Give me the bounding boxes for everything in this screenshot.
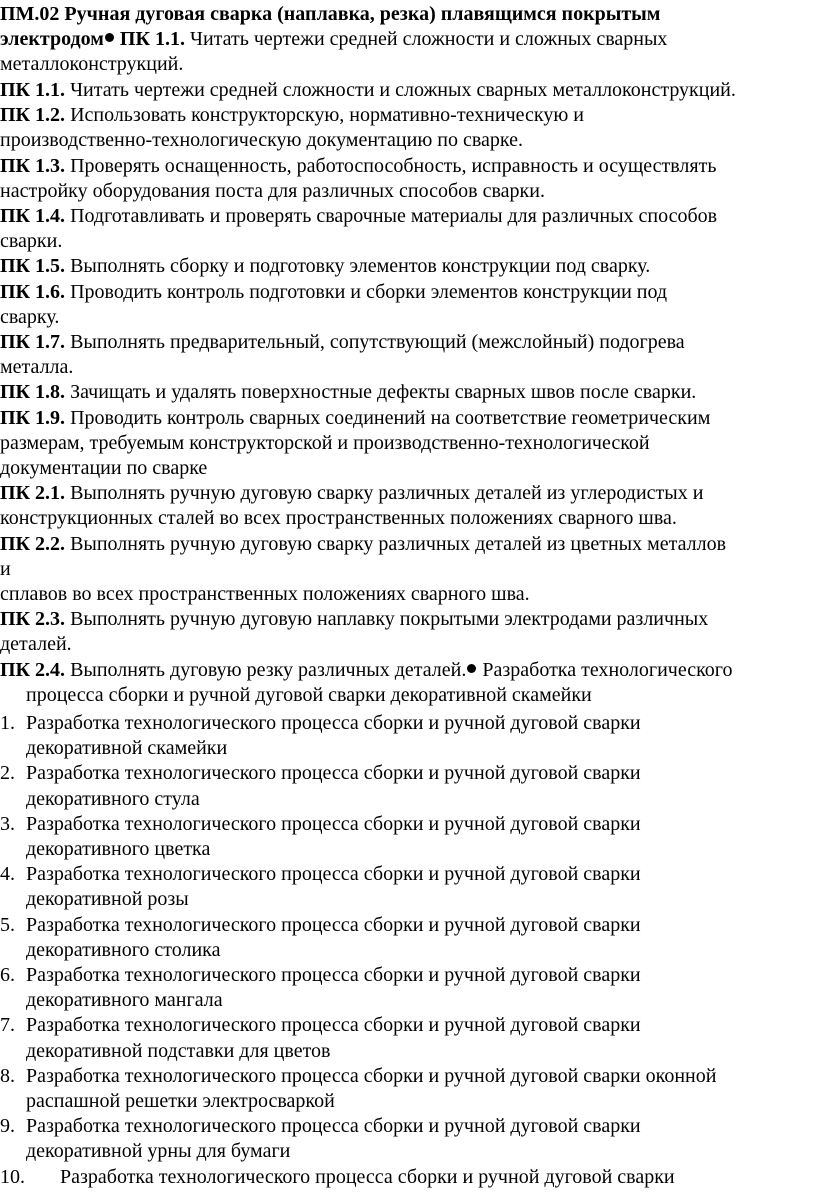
list-item-number: 4. <box>0 863 15 886</box>
competency-code: ПК 1.4. <box>0 205 66 228</box>
competency-text: производственно-технологическую документацию по сварке. <box>0 129 523 152</box>
competency-item <box>0 280 816 305</box>
competency-text: Читать чертежи средней сложности и сложных сварных металлоконструкций. <box>65 79 736 101</box>
list-item-text: Разработка технологического процесса сборки и ручной дуговой сварки <box>26 712 641 734</box>
competency-text: сплавов во всех пространственных положениях сварного шва. <box>0 583 530 606</box>
competency-text: металла. <box>0 356 74 379</box>
competency-text: документации по сварке <box>0 457 208 480</box>
competency-item <box>0 481 816 506</box>
list-item <box>0 862 816 912</box>
heading-line-2 <box>0 27 816 52</box>
list-item-number: 3. <box>0 812 15 835</box>
bullet-text: Разработка технологического <box>477 658 733 681</box>
list-item-text: Разработка технологического процесса сборки и ручной дуговой сварки <box>26 812 641 835</box>
competency-item <box>0 380 816 405</box>
project-topic-list <box>0 711 816 1190</box>
list-item-text-continuation: декоративной розы <box>26 888 189 911</box>
list-item-number: 9. <box>0 1115 15 1138</box>
competency-code: ПК 1.5. <box>0 255 66 278</box>
list-item-text-continuation: распашной решетки электросваркой <box>26 1090 335 1113</box>
competency-item-continuation <box>0 128 816 153</box>
competency-item-continuation <box>0 229 816 254</box>
list-item-text: Разработка технологического процесса сборки и ручной дуговой сварки оконной <box>26 1064 717 1087</box>
list-item-text-continuation: декоративной урны для бумаги <box>26 1140 291 1163</box>
competency-item-continuation <box>0 557 816 582</box>
competency-text: настройку оборудования поста для различных способов сварки. <box>0 179 545 202</box>
list-item-text-continuation: декоративного цветка <box>26 838 211 861</box>
competency-item <box>0 406 816 431</box>
list-item-text: Разработка технологического процесса сборки и ручной дуговой сварки <box>26 1014 641 1037</box>
competency-item <box>0 532 816 557</box>
list-item-text: Разработка технологического процесса сборки и ручной дуговой сварки <box>26 964 641 987</box>
competency-text: Выполнять сборку и подготовку элементов конструкции под сварку. <box>65 255 651 278</box>
heading-line-3: металлоконструкций. <box>0 53 184 76</box>
bullet-icon <box>105 33 114 42</box>
list-item <box>0 1165 816 1190</box>
competency-text: Зачищать и удалять поверхностные дефекты сварных швов после сварки. <box>65 381 697 404</box>
list-item-text: Разработка технологического процесса сборки и ручной дуговой сварки <box>26 1115 641 1138</box>
competency-text: Подготавливать и проверять сварочные материалы для различных способов <box>65 205 718 228</box>
competency-text: Выполнять ручную дуговую сварку различных деталей из углеродистых и <box>65 482 704 505</box>
competency-code: ПК 2.3. <box>0 608 66 631</box>
competency-text: Выполнять дуговую резку различных деталей. <box>65 658 467 681</box>
competency-item <box>0 254 816 279</box>
heading-line-1: ПМ.02 Ручная дуговая сварка (наплавка, резка) плавящимся покрытым <box>0 3 661 25</box>
list-item-number: 6. <box>0 964 15 987</box>
competency-text: Использовать конструкторскую, нормативно-техническую и <box>65 104 584 127</box>
heading-pk-text: Читать чертежи средней сложности и сложных сварных <box>184 28 668 51</box>
list-item <box>0 711 816 761</box>
competency-item-continuation <box>0 582 816 607</box>
list-item-text: Разработка технологического процесса сборки и ручной дуговой сварки <box>26 913 641 936</box>
list-item-number: 7. <box>0 1014 15 1037</box>
competency-text: Выполнять предварительный, сопутствующий (межслойный) подогрева <box>65 331 685 354</box>
competency-code: ПК 2.4. <box>0 658 66 681</box>
list-item-number: 8. <box>0 1064 15 1087</box>
competency-item <box>0 658 816 683</box>
competency-item-continuation <box>0 632 816 657</box>
heading-electrode-word: электродом <box>0 28 104 51</box>
competency-item-continuation <box>0 179 816 204</box>
competency-item-continuation <box>0 431 816 456</box>
competency-text: сварки. <box>0 230 63 253</box>
competency-text: и <box>0 557 11 580</box>
heading-pk-code: ПК 1.1. <box>114 28 185 51</box>
competency-item-continuation <box>0 506 816 531</box>
list-item-text-continuation: декоративного стула <box>26 787 200 810</box>
list-item-text: Разработка технологического процесса сборки и ручной дуговой сварки <box>26 863 641 886</box>
competency-item <box>0 330 816 355</box>
list-item-number: 5. <box>0 913 15 936</box>
list-item-text-continuation: декоративного мангала <box>26 989 223 1012</box>
competency-text: размерам, требуемым конструкторской и производственно-технологической <box>0 431 650 454</box>
list-item-number: 1. <box>0 712 15 734</box>
competency-list <box>0 78 816 708</box>
competency-text: Проводить контроль сварных соединений на соответствие геометрическим <box>65 406 711 429</box>
competency-item-continuation <box>0 456 816 481</box>
competency-code: ПК 1.6. <box>0 280 66 303</box>
list-item <box>0 1013 816 1063</box>
list-item-text: Разработка технологического процесса сборки и ручной дуговой сварки <box>60 1165 675 1188</box>
competency-text: Выполнять ручную дуговую сварку различных деталей из цветных металлов <box>65 532 727 555</box>
competency-text: Проводить контроль подготовки и сборки элементов конструкции под <box>65 280 668 303</box>
bullet-icon <box>467 664 476 673</box>
list-item-text-continuation: декоративного столика <box>26 938 221 961</box>
competency-text: Проверять оснащенность, работоспособность, исправность и осуществлять <box>65 154 717 177</box>
competency-code: ПК 1.9. <box>0 406 66 429</box>
competency-item <box>0 204 816 229</box>
competency-item <box>0 103 816 128</box>
competency-code: ПК 1.1. <box>0 79 66 101</box>
competency-code: ПК 2.2. <box>0 532 66 555</box>
list-item-text-continuation: декоративной подставки для цветов <box>26 1039 331 1062</box>
competency-code: ПК 1.2. <box>0 104 66 127</box>
competency-item-continuation <box>0 305 816 330</box>
competency-text: Выполнять ручную дуговую наплавку покрытыми электродами различных <box>65 608 709 631</box>
list-item <box>0 913 816 963</box>
list-item-number: 2. <box>0 762 15 785</box>
competency-item <box>0 607 816 632</box>
competency-text: конструкционных сталей во всех пространственных положениях сварного шва. <box>0 507 677 530</box>
competency-code: ПК 2.1. <box>0 482 66 505</box>
competency-code: ПК 1.8. <box>0 381 66 404</box>
competency-item <box>0 78 816 103</box>
list-item <box>0 1114 816 1164</box>
module-heading <box>0 2 816 78</box>
bullet-text-continuation: процесса сборки и ручной дуговой сварки декоративной скамейки <box>26 683 592 706</box>
competency-code: ПК 1.3. <box>0 154 66 177</box>
list-item-text: Разработка технологического процесса сборки и ручной дуговой сварки <box>26 762 641 785</box>
competency-text: деталей. <box>0 633 72 656</box>
competency-item <box>0 154 816 179</box>
competency-text: сварку. <box>0 305 60 328</box>
list-item <box>0 963 816 1013</box>
list-item <box>0 761 816 811</box>
competency-code: ПК 1.7. <box>0 331 66 354</box>
list-item <box>0 1064 816 1114</box>
list-item-number: 10. <box>0 1165 25 1188</box>
list-item <box>0 812 816 862</box>
competency-item-continuation <box>0 355 816 380</box>
list-item-text-continuation: декоративной скамейки <box>26 737 228 760</box>
